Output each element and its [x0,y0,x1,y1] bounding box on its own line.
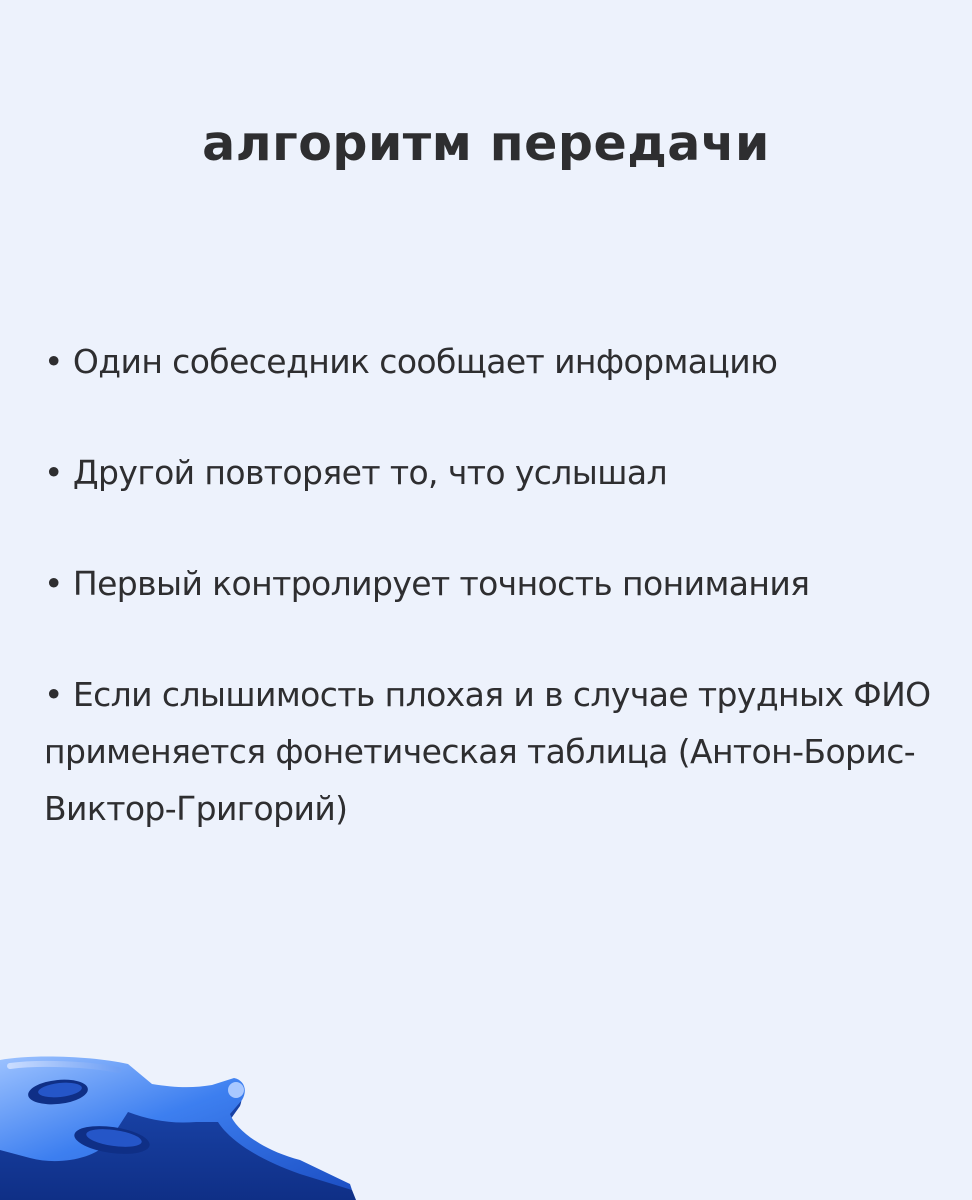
bullet-dot: • [44,453,63,492]
bullet-text: Если слышимость плохая и в случае трудных ФИО применяется фонетическая таблица (Антон-Борис-Виктор-Григорий) [44,675,931,828]
bullet-text: Первый контролирует точность понимания [72,564,810,603]
blue-3d-shape-icon [0,1040,380,1200]
bullet-dot: • [44,564,63,603]
bullet-item [44,333,964,390]
bullet-item [44,444,964,501]
bullet-item [44,555,964,612]
bullet-list [44,333,964,891]
slide-title: алгоритм передачи [202,115,770,172]
bullet-dot: • [44,675,63,714]
bullet-item [44,666,964,837]
bullet-dot: • [44,342,63,381]
bullet-text: Другой повторяет то, что услышал [72,453,667,492]
bullet-text: Один собеседник сообщает информацию [72,342,778,381]
